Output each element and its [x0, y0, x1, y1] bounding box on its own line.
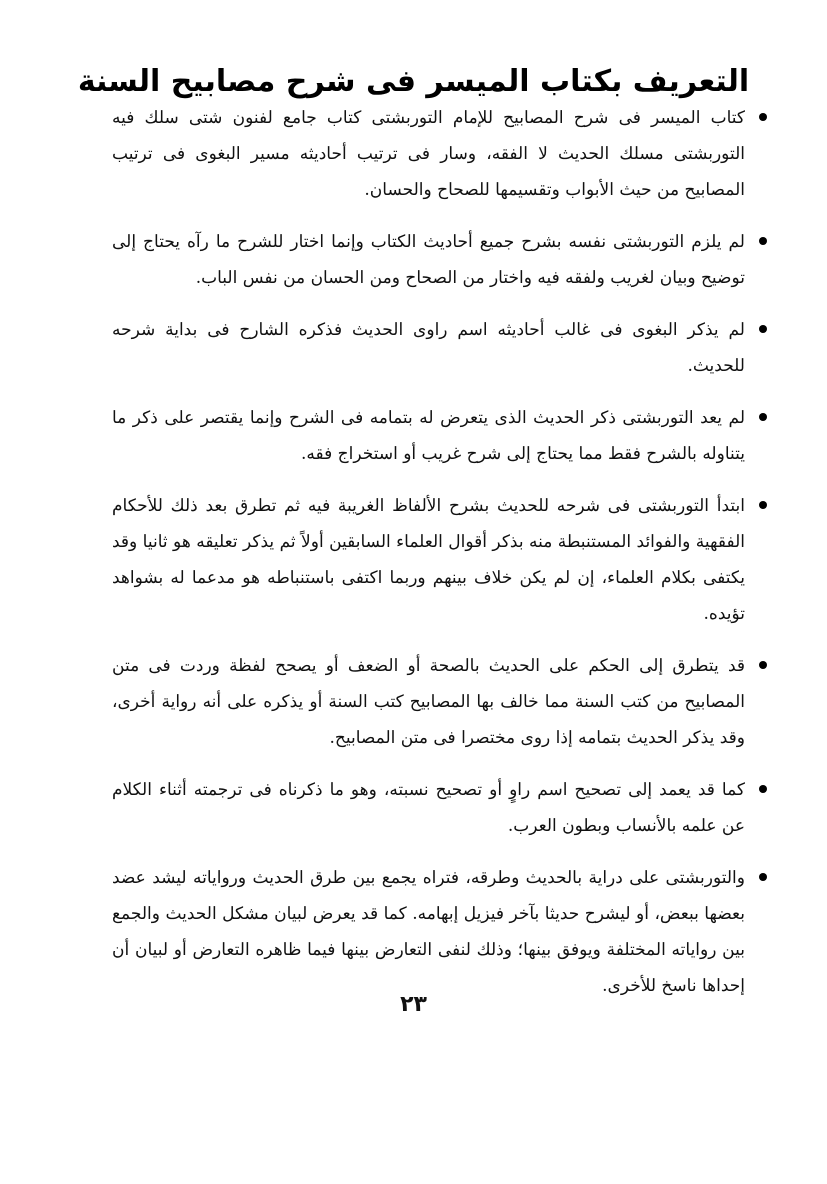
list-item	[112, 224, 767, 296]
bullet-icon	[759, 237, 767, 245]
bullet-icon	[759, 501, 767, 509]
bullet-list	[112, 100, 767, 1020]
bullet-icon	[759, 873, 767, 881]
page-number: ٢٣	[400, 992, 427, 1017]
bullet-icon	[759, 113, 767, 121]
bullet-icon	[759, 661, 767, 669]
list-item	[112, 100, 767, 208]
list-item	[112, 488, 767, 632]
bullet-icon	[759, 325, 767, 333]
list-item-text: كما قد يعمد إلى تصحيح اسم راوٍ أو تصحيح نسبته، وهو ما ذكرناه فى ترجمته أثناء الكلام عن علمه بالأنساب وبطون العرب.	[112, 780, 745, 836]
list-item-text: لم يذكر البغوى فى غالب أحاديثه اسم راوى الحديث فذكره الشارح فى بداية شرحه للحديث.	[112, 320, 745, 376]
list-item-text: كتاب الميسر فى شرح المصابيح للإمام التوربشتى كتاب جامع لفنون شتى سلك فيه التوربشتى مسلك الحديث لا الفقه، وسار فى ترتيب أحاديثه مسير البغوى فى ترتيب المصابيح من حيث الأبواب وتقسيمها للصحاح والحسان.	[112, 108, 745, 200]
list-item-text: ابتدأ التوربشتى فى شرحه للحديث بشرح الألفاظ الغريبة فيه ثم تطرق بعد ذلك للأحكام الفقهية والفوائد المستنبطة منه بذكر أقوال العلماء السابقين أولاً ثم يذكر تعليقه هو ثانيا وقد يكتفى بكلام العلماء، إن لم يكن خلاف بينهم وربما اكتفى باستنباطه هو مدعما له بشواهد تؤيده.	[112, 496, 745, 624]
list-item	[112, 860, 767, 1004]
list-item	[112, 312, 767, 384]
list-item-text: لم يلزم التوربشتى نفسه بشرح جميع أحاديث الكتاب وإنما اختار للشرح ما رآه يحتاج إلى توضيح وبيان لغريب ولفقه فيه واختار من الصحاح ومن الحسان من نفس الباب.	[112, 232, 745, 288]
list-item	[112, 772, 767, 844]
page-title: التعريف بكتاب الميسر فى شرح مصابيح السنة	[77, 64, 750, 100]
bullet-icon	[759, 413, 767, 421]
list-item-text: لم يعد التوربشتى ذكر الحديث الذى يتعرض له بتمامه فى الشرح وإنما يقتصر على ذكر ما يتناوله بالشرح فقط مما يحتاج إلى شرح غريب أو استخراج فقه.	[112, 408, 745, 464]
list-item-text: قد يتطرق إلى الحكم على الحديث بالصحة أو الضعف أو يصحح لفظة وردت فى متن المصابيح من كتب السنة مما خالف بها المصابيح كتب السنة أو يذكره على أنه رواية أخرى، وقد يذكر الحديث بتمامه إذا روى مختصرا فى متن المصابيح.	[112, 656, 745, 748]
list-item	[112, 400, 767, 472]
bullet-icon	[759, 785, 767, 793]
list-item-text: والتوربشتى على دراية بالحديث وطرقه، فتراه يجمع بين طرق الحديث ورواياته ليشد عضد بعضها ببعض، أو ليشرح حديثا بآخر فيزيل إبهامه. كما قد يعرض لبيان مشكل الحديث والجمع بين رواياته المختلفة ويوفق بينها؛ وذلك لنفى التعارض بينها فيما ظاهره التعارض أو لبيان أن إحداها ناسخ للأخرى.	[112, 868, 745, 996]
list-item	[112, 648, 767, 756]
